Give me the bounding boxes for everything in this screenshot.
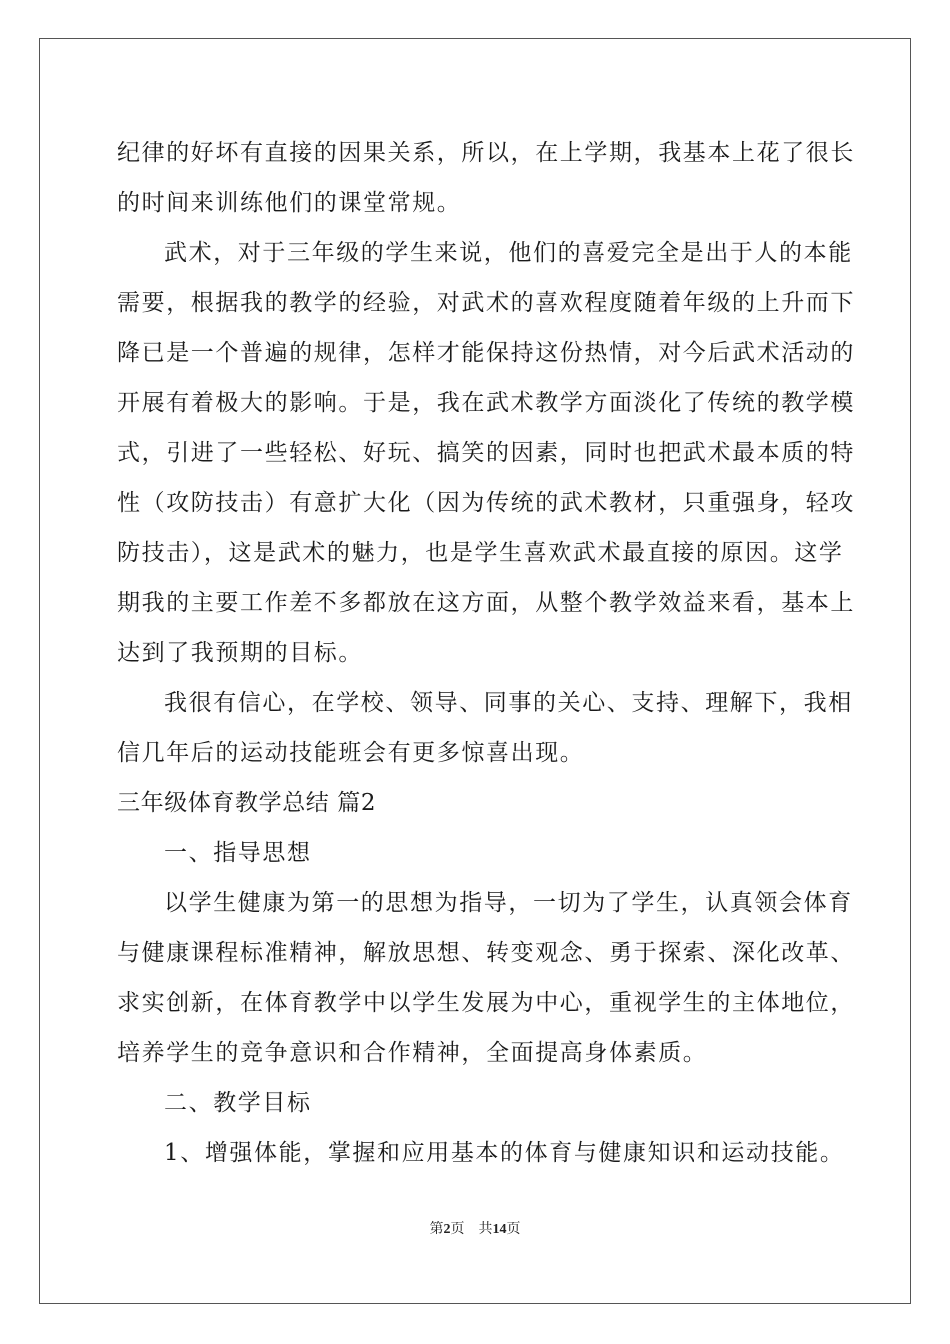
- document-body: [117, 128, 855, 1178]
- total-pages-number: 14: [492, 1222, 507, 1237]
- subsection-heading: 二、教学目标: [164, 1090, 312, 1116]
- text-line: 与健康课程标准精神，解放思想、转变观念、勇于探索、深化改革、: [117, 940, 855, 966]
- text-line: 性（攻防技击）有意扩大化（因为传统的武术教材，只重强身，轻攻: [117, 490, 855, 516]
- text-line: 武术，对于三年级的学生来说，他们的喜爱完全是出于人的本能: [164, 240, 853, 266]
- footer-suffix: 页: [506, 1222, 521, 1237]
- text-line: 信几年后的运动技能班会有更多惊喜出现。: [117, 740, 585, 766]
- text-line: 降已是一个普遍的规律，怎样才能保持这份热情，对今后武术活动的: [117, 340, 855, 366]
- text-line: 培养学生的竞争意识和合作精神，全面提高身体素质。: [117, 1040, 708, 1066]
- text-line: 求实创新，在体育教学中以学生发展为中心，重视学生的主体地位，: [117, 990, 855, 1016]
- text-line: 需要，根据我的教学的经验，对武术的喜欢程度随着年级的上升而下: [117, 290, 855, 316]
- text-line: 防技击），这是武术的魅力，也是学生喜欢武术最直接的原因。这学: [117, 540, 844, 566]
- section-heading: 三年级体育教学总结 篇2: [117, 790, 377, 816]
- page-footer: [0, 1218, 950, 1238]
- footer-prefix: 第: [429, 1222, 444, 1237]
- text-line: 1、增强体能，掌握和应用基本的体育与健康知识和运动技能。: [164, 1140, 845, 1166]
- subsection-heading: 一、指导思想: [164, 840, 312, 866]
- text-line: 的时间来训练他们的课堂常规。: [117, 190, 462, 216]
- text-line: 开展有着极大的影响。于是，我在武术教学方面淡化了传统的教学模: [117, 390, 855, 416]
- text-line: 纪律的好坏有直接的因果关系，所以，在上学期，我基本上花了很长: [117, 140, 855, 166]
- text-line: 以学生健康为第一的思想为指导，一切为了学生，认真领会体育: [164, 890, 853, 916]
- current-page-number: 2: [443, 1222, 451, 1237]
- text-line: 期我的主要工作差不多都放在这方面，从整个教学效益来看，基本上: [117, 590, 855, 616]
- text-line: 式，引进了一些轻松、好玩、搞笑的因素，同时也把武术最本质的特: [117, 440, 855, 466]
- footer-middle: 页 共: [450, 1222, 493, 1237]
- text-line: 我很有信心，在学校、领导、同事的关心、支持、理解下，我相: [164, 690, 853, 716]
- text-line: 达到了我预期的目标。: [117, 640, 363, 666]
